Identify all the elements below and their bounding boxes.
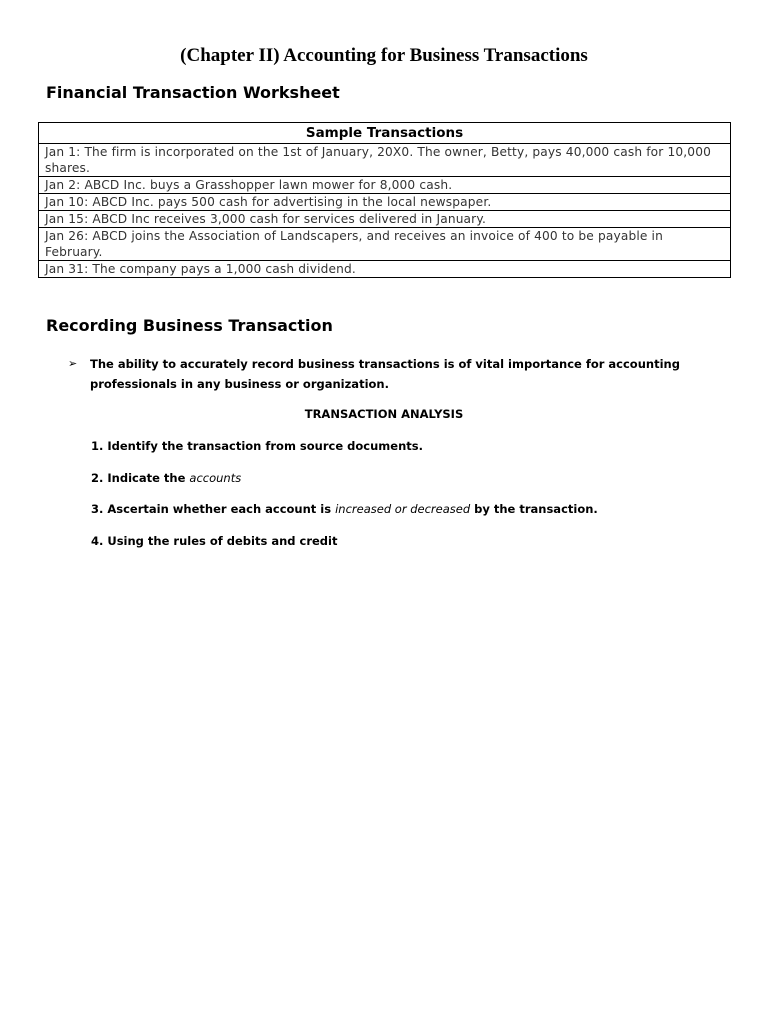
step-text: 4. Using the rules of debits and credit xyxy=(91,534,338,548)
step-text-end: by the transaction. xyxy=(470,502,598,516)
table-row xyxy=(39,144,731,177)
analysis-step-4 xyxy=(91,531,337,551)
table-row xyxy=(39,228,731,261)
table-header: Sample Transactions xyxy=(39,123,731,144)
transaction-cell-jan-1: Jan 1: The firm is incorporated on the 1st of January, 20X0. The owner, Betty, pays 40,000 cash for 10,000 shares. xyxy=(39,144,731,177)
sample-transactions-table xyxy=(38,122,731,278)
transaction-cell-jan-31: Jan 31: The company pays a 1,000 cash dividend. xyxy=(39,261,731,278)
document-title: (Chapter II) Accounting for Business Transactions xyxy=(180,45,588,66)
transaction-cell-jan-2: Jan 2: ABCD Inc. buys a Grasshopper lawn mower for 8,000 cash. xyxy=(39,177,731,194)
recording-heading: Recording Business Transaction xyxy=(46,316,333,335)
analysis-step-3 xyxy=(91,499,598,519)
table-header-row xyxy=(39,123,731,144)
arrow-bullet-icon: ➢ xyxy=(68,357,78,370)
bullet-text: The ability to accurately record business transactions is of vital importance for accounting professionals in any business or organization. xyxy=(90,357,680,391)
step-emphasis: accounts xyxy=(189,471,242,485)
step-text: 2. Indicate the xyxy=(91,471,190,485)
table-row xyxy=(39,211,731,228)
worksheet-heading: Financial Transaction Worksheet xyxy=(46,83,340,102)
transaction-analysis-heading: TRANSACTION ANALYSIS xyxy=(304,407,464,421)
analysis-step-1 xyxy=(91,436,423,456)
transaction-cell-jan-10: Jan 10: ABCD Inc. pays 500 cash for advertising in the local newspaper. xyxy=(39,194,731,211)
analysis-step-2 xyxy=(91,468,241,488)
table-row xyxy=(39,261,731,278)
step-emphasis: increased or decreased xyxy=(335,502,471,516)
step-text: 1. Identify the transaction from source documents. xyxy=(91,439,423,453)
step-text: 3. Ascertain whether each account is xyxy=(91,502,336,516)
transaction-cell-jan-15: Jan 15: ABCD Inc receives 3,000 cash for services delivered in January. xyxy=(39,211,731,228)
table-row xyxy=(39,177,731,194)
table-row xyxy=(39,194,731,211)
transaction-cell-jan-26: Jan 26: ABCD joins the Association of Landscapers, and receives an invoice of 400 to be payable in February. xyxy=(39,228,731,261)
